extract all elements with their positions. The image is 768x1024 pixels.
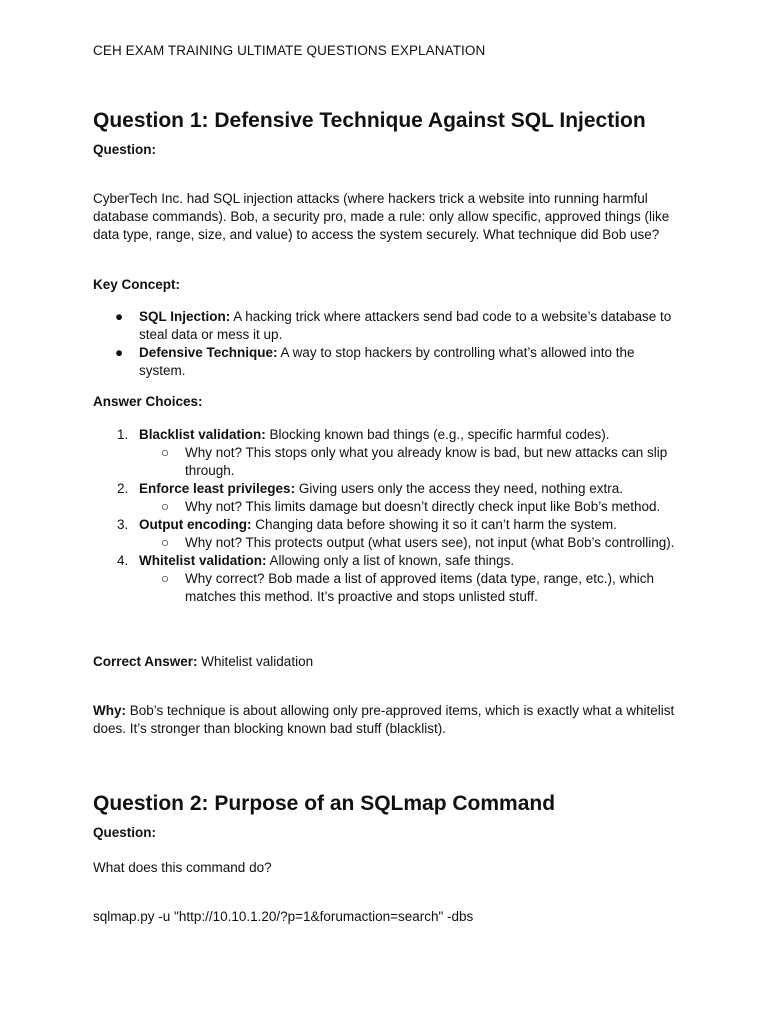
choice-notes (139, 570, 678, 606)
choice-note-text: Why not? This limits damage but doesn’t directly check input like Bob’s method. (185, 499, 661, 514)
q2-question-label: Question: (93, 825, 156, 840)
concept-item (93, 344, 678, 380)
choice-notes (139, 498, 678, 516)
choice-number: 3. (117, 517, 129, 532)
choice-text: Changing data before showing it so it can’t harm the system. (251, 517, 617, 532)
choice-notes (139, 534, 678, 552)
choice-note-text: Why not? This protects output (what users see), not input (what Bob’s controlling). (185, 535, 675, 550)
answer-choice (93, 516, 678, 552)
why-text: Bob’s technique is about allowing only pre-approved items, which is exactly what a whitelist does. It’s stronger than blocking known bad stuff (blacklist). (93, 703, 675, 736)
sub-bullet-icon: ○ (161, 571, 170, 586)
q2-question-text: What does this command do? (93, 860, 272, 875)
correct-answer-label: Correct Answer: (93, 654, 198, 669)
answer-choice (93, 552, 678, 606)
choice-term: Output encoding: (139, 517, 252, 532)
sub-bullet-icon: ○ (161, 499, 170, 514)
answer-choice (93, 480, 678, 516)
choice-text: Allowing only a list of known, safe things. (266, 553, 515, 568)
q1-question-text: CyberTech Inc. had SQL injection attacks (where hackers trick a website into running harmful database commands). Bob, a security pro, made a rule: only allow specific, approved things (like data type, range, size, and value) to access the system securely. What technique did Bob use? (93, 191, 670, 242)
choice-term: Enforce least privileges: (139, 481, 296, 496)
choice-number: 1. (117, 427, 129, 442)
choice-text: Blocking known bad things (e.g., specific harmful codes). (265, 427, 610, 442)
choice-note (139, 498, 678, 516)
concept-item (93, 308, 678, 344)
bullet-icon: ● (115, 309, 124, 324)
choice-note (139, 444, 678, 480)
choice-notes (139, 444, 678, 480)
choice-term: Whitelist validation: (139, 553, 267, 568)
sub-bullet-icon: ○ (161, 445, 170, 460)
correct-answer-value: Whitelist validation (197, 654, 314, 669)
q2-title: Question 2: Purpose of an SQLmap Command (93, 792, 556, 815)
concept-text: A hacking trick where attackers send bad code to a website’s database to steal data or mess it up. (139, 309, 672, 342)
choice-note-text: Why not? This stops only what you already know is bad, but new attacks can slip through. (185, 445, 668, 478)
answer-choice (93, 426, 678, 480)
q1-title: Question 1: Defensive Technique Against SQL Injection (93, 109, 646, 132)
q1-question-label: Question: (93, 142, 156, 157)
why-label: Why: (93, 703, 126, 718)
sqlmap-command: sqlmap.py -u "http://10.10.1.20/?p=1&forumaction=search" -dbs (93, 909, 474, 924)
correct-answer (93, 653, 678, 671)
choice-number: 4. (117, 553, 129, 568)
bullet-icon: ● (115, 345, 124, 360)
choice-number: 2. (117, 481, 129, 496)
choice-note (139, 534, 678, 552)
why-explanation (93, 702, 678, 738)
answer-choices-list (93, 426, 678, 606)
choice-term: Blacklist validation: (139, 427, 266, 442)
q1-answer-choices-label: Answer Choices: (93, 394, 203, 409)
choice-note-text: Why correct? Bob made a list of approved items (data type, range, etc.), which matches this method. It’s proactive and stops unlisted stuff. (185, 571, 654, 604)
sub-bullet-icon: ○ (161, 535, 170, 550)
choice-text: Giving users only the access they need, nothing extra. (295, 481, 623, 496)
key-concept-list (93, 308, 678, 380)
document-header: CEH EXAM TRAINING ULTIMATE QUESTIONS EXPLANATION (93, 43, 486, 58)
choice-note (139, 570, 678, 606)
concept-term: SQL Injection: (139, 309, 231, 324)
concept-term: Defensive Technique: (139, 345, 278, 360)
concept-text: A way to stop hackers by controlling what’s allowed into the system. (139, 345, 635, 378)
q1-key-concept-label: Key Concept: (93, 277, 181, 292)
